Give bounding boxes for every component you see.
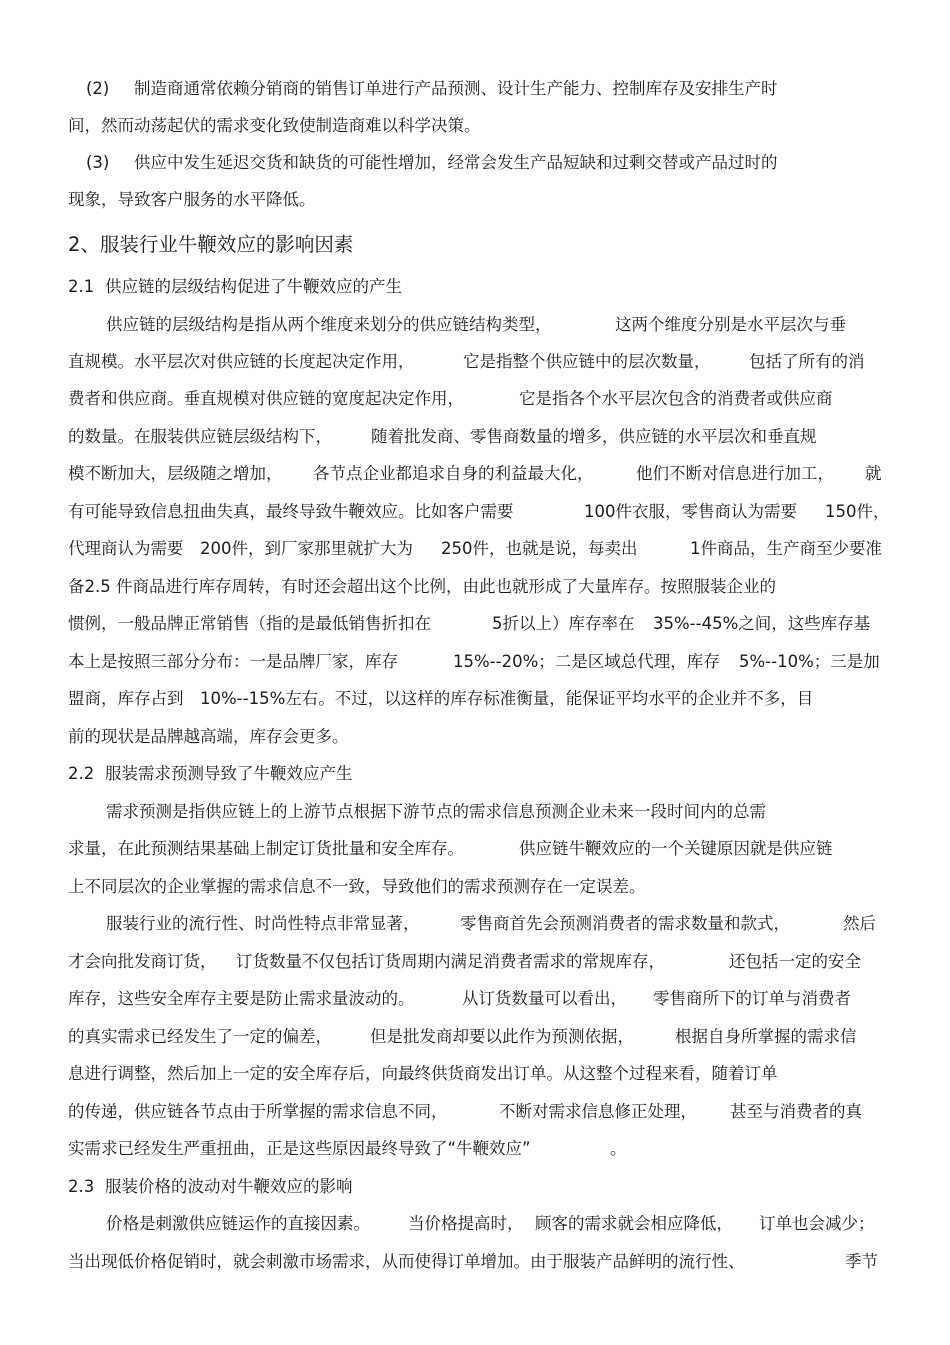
- subsection-title: 服装价格的波动对牛鞭效应的影响: [105, 1177, 353, 1196]
- text-fragment: 还包括一定的安全: [729, 952, 861, 971]
- text-fragment: 顾客的需求就会相应降低，: [535, 1214, 733, 1233]
- text-fragment: 惯例，一般品牌正常销售（指的是最低销售折扣在: [68, 614, 431, 633]
- text-fragment: 需求预测是指供应链上的上游节点根据下游节点的需求信息预测企业未来一段时间内的总需: [106, 802, 766, 821]
- text-fragment: 价格是刺激供应链运作的直接因素。: [106, 1214, 370, 1233]
- text-fragment: 从订货数量可以看出，: [462, 989, 627, 1008]
- subsection-number: 2.2: [68, 764, 95, 783]
- text-fragment: 本上是按照三部分分布：一是品牌厂家，库存: [68, 652, 398, 671]
- paragraph-text: 现象，导致客户服务的水平降低。: [68, 190, 316, 209]
- text-fragment: 它是指整个供应链中的层次数量，: [463, 352, 711, 371]
- text-fragment: 模不断加大，层级随之增加，: [68, 464, 283, 483]
- subsection-number: 2.3: [68, 1177, 95, 1196]
- text-fragment: 订单也会减少；: [759, 1214, 875, 1233]
- text-fragment: 200件，到厂家那里就扩大为: [200, 539, 413, 558]
- text-fragment: 的传递，供应链各节点由于所掌握的需求信息不同，: [68, 1102, 448, 1121]
- text-fragment: 供应链牛鞭效应的一个关键原因就是供应链: [519, 839, 833, 858]
- text-fragment: 息进行调整，然后加上一定的安全库存后，向最终供货商发出订单。从这整个过程来看，随着订单: [68, 1064, 778, 1083]
- list-item-marker: (2): [86, 79, 110, 98]
- text-fragment: 零售商首先会预测消费者的需求数量和款式，: [460, 914, 790, 933]
- text-fragment: 10%--15%左右。不过，以这样的库存标准衡量，能保证平均水平的企业并不多，目: [200, 689, 814, 708]
- text-fragment: 随着批发商、零售商数量的增多，供应链的水平层次和垂直规: [371, 427, 817, 446]
- text-fragment: 有可能导致信息扭曲失真，最终导致牛鞭效应。比如客户需要: [68, 502, 514, 521]
- text-fragment: 但是批发商却要以此作为预测依据，: [370, 1027, 634, 1046]
- text-fragment: 费者和供应商。垂直规模对供应链的宽度起决定作用，: [68, 389, 464, 408]
- paragraph-text: 供应中发生延迟交货和缺货的可能性增加，经常会发生产品短缺和过剩交替或产品过时的: [134, 153, 778, 172]
- list-item-marker: (3): [86, 153, 110, 172]
- text-fragment: 150件，: [825, 502, 890, 521]
- text-fragment: 15%--20%；二是区域总代理，库存: [453, 652, 720, 671]
- text-fragment: 然后: [843, 914, 876, 933]
- text-fragment: 季节: [845, 1252, 878, 1271]
- text-fragment: 它是指各个水平层次包含的消费者或供应商: [519, 389, 833, 408]
- text-fragment: 35%--45%之间，这些库存基: [653, 614, 871, 633]
- paragraph-text: 制造商通常依赖分销商的销售订单进行产品预测、设计生产能力、控制库存及安排生产时: [134, 79, 778, 98]
- section-heading-text: 2、服装行业牛鞭效应的影响因素: [68, 233, 354, 256]
- text-fragment: 当出现低价格促销时，就会刺激市场需求，从而使得订单增加。由于服装产品鲜明的流行性、: [68, 1252, 745, 1271]
- text-fragment: 这两个维度分别是水平层次与垂: [615, 315, 846, 334]
- text-fragment: 当价格提高时，: [408, 1214, 524, 1233]
- text-fragment: 备2.5 件商品进行库存周转，有时还会超出这个比例，由此也就形成了大量库存。按照服装企业的: [68, 577, 776, 596]
- subsection-title: 服装需求预测导致了牛鞭效应产生: [105, 764, 353, 783]
- text-fragment: 各节点企业都追求自身的利益最大化，: [313, 464, 594, 483]
- paragraph-text: 间，然而动荡起伏的需求变化致使制造商难以科学决策。: [68, 116, 481, 135]
- text-fragment: 甚至与消费者的真: [730, 1102, 862, 1121]
- text-fragment: 求量，在此预测结果基础上制定订货批量和安全库存。: [68, 839, 464, 858]
- text-fragment: 包括了所有的消: [749, 352, 865, 371]
- text-fragment: 盟商，库存占到: [68, 689, 184, 708]
- text-fragment: 代理商认为需要: [68, 539, 184, 558]
- text-fragment: 根据自身所掌握的需求信: [675, 1027, 857, 1046]
- text-fragment: 供应链的层级结构是指从两个维度来划分的供应链结构类型，: [106, 315, 552, 334]
- text-fragment: 前的现状是品牌越高端，库存会更多。: [68, 727, 349, 746]
- text-fragment: 。: [610, 1139, 627, 1158]
- text-fragment: 他们不断对信息进行加工，: [636, 464, 834, 483]
- text-fragment: 就: [865, 464, 882, 483]
- text-fragment: 1件商品，生产商至少要准: [690, 539, 882, 558]
- text-fragment: 上不同层次的企业掌握的需求信息不一致，导致他们的需求预测存在一定误差。: [68, 877, 646, 896]
- subsection-title: 供应链的层级结构促进了牛鞭效应的产生: [105, 277, 402, 296]
- text-fragment: 直规模。水平层次对供应链的长度起决定作用，: [68, 352, 415, 371]
- text-fragment: 才会向批发商订货，: [68, 952, 217, 971]
- text-fragment: 零售商所下的订单与消费者: [653, 989, 851, 1008]
- text-fragment: 服装行业的流行性、时尚性特点非常显著，: [106, 914, 420, 933]
- subsection-number: 2.1: [68, 277, 95, 296]
- text-fragment: 库存，这些安全库存主要是防止需求量波动的。: [68, 989, 415, 1008]
- text-fragment: 100件衣服，零售商认为需要: [584, 502, 797, 521]
- text-fragment: 250件，也就是说，每卖出: [441, 539, 638, 558]
- text-fragment: 实需求已经发生严重扭曲，正是这些原因最终导致了“牛鞭效应”: [68, 1139, 531, 1158]
- text-fragment: 订货数量不仅包括订货周期内满足消费者需求的常规库存，: [236, 952, 665, 971]
- text-fragment: 5%--10%；三是加: [739, 652, 880, 671]
- text-fragment: 不断对需求信息修正处理，: [499, 1102, 697, 1121]
- text-fragment: 的真实需求已经发生了一定的偏差，: [68, 1027, 332, 1046]
- text-fragment: 5折以上）库存率在: [492, 614, 635, 633]
- text-fragment: 的数量。在服装供应链层级结构下，: [68, 427, 332, 446]
